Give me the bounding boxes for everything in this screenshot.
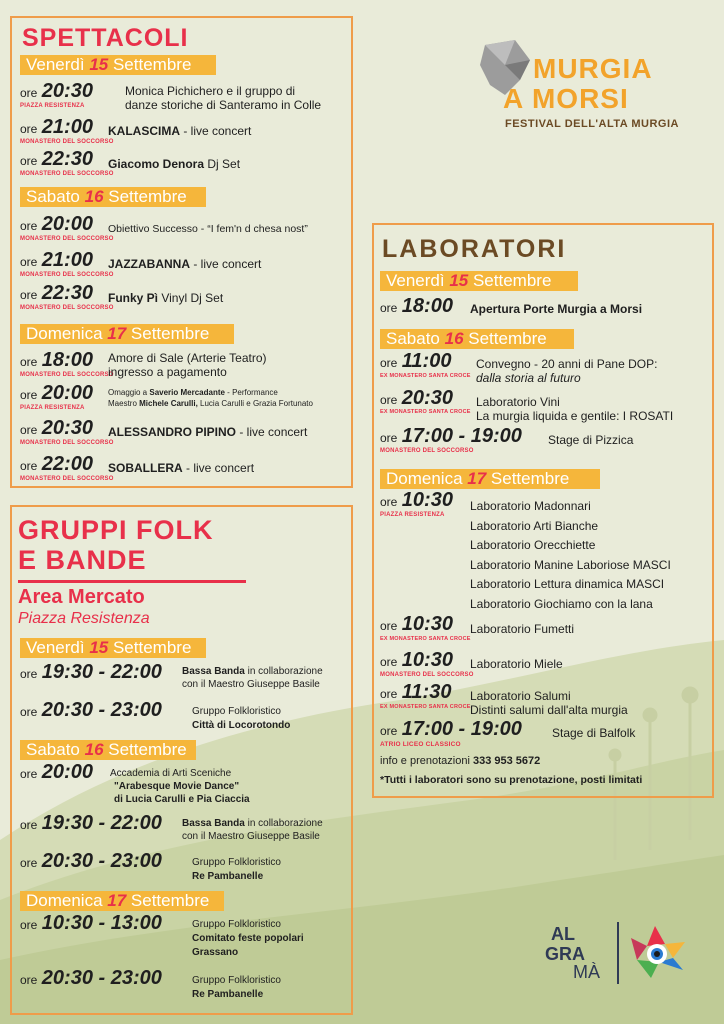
event-venue: MONASTERO DEL SOCCORSO: [20, 440, 114, 446]
event-row: [380, 489, 453, 512]
lab-item: Laboratorio Arti Bianche: [470, 518, 599, 533]
event-time: 22:00: [41, 453, 93, 475]
description-line: - live concert: [180, 124, 252, 138]
ore-label: ore: [20, 86, 38, 100]
description-line: - live concert: [190, 257, 262, 271]
day-header-sunday: [20, 891, 224, 911]
event-description: [470, 689, 628, 717]
logo-title-line1: MURGIA: [533, 53, 653, 84]
ore-label: ore: [20, 355, 38, 369]
day-header-friday: [20, 55, 216, 75]
event-description: [125, 84, 321, 112]
day-month: Settembre: [463, 329, 547, 348]
event-description: [192, 918, 304, 960]
day-header-saturday: [380, 329, 574, 349]
text-span: Lucia Carulli e Grazia Fortunato: [197, 399, 313, 408]
event-description: [192, 974, 281, 1002]
ore-label: ore: [380, 655, 398, 669]
eye-flower-icon: [625, 922, 691, 984]
area-title: Area Mercato: [18, 586, 145, 608]
event-description: [108, 124, 251, 138]
event-time: 18:00: [401, 295, 453, 317]
description-line: con il Maestro Giuseppe Basile: [182, 679, 320, 690]
text-span: in collaborazione: [244, 666, 323, 677]
event-time: 22:30: [41, 148, 93, 170]
logo-subtitle: FESTIVAL DELL'ALTA MURGIA: [505, 118, 679, 130]
day-month: Settembre: [468, 271, 552, 290]
ore-label: ore: [20, 856, 38, 870]
event-description: [108, 291, 223, 305]
day-label: Domenica: [386, 469, 468, 488]
group-name: Città di Locorotondo: [192, 720, 291, 731]
ore-label: ore: [20, 255, 38, 269]
day-month: Settembre: [108, 638, 192, 657]
day-month: Settembre: [108, 55, 192, 74]
show-title: "Arabesque Movie Dance": [114, 781, 240, 792]
day-label: Venerdì: [26, 55, 90, 74]
day-label: Domenica: [26, 891, 108, 910]
event-description: [108, 157, 240, 171]
event-venue: MONASTERO DEL SOCCORSO: [20, 476, 114, 482]
day-month: Settembre: [103, 187, 187, 206]
day-label: Domenica: [26, 324, 108, 343]
lab-list: [470, 497, 671, 614]
event-description: [108, 387, 313, 409]
event-time: 20:00: [41, 761, 93, 783]
event-time: 11:30: [401, 681, 452, 703]
day-number: 17: [467, 469, 487, 488]
description-line: di Lucia Carulli e Pia Ciaccia: [114, 794, 250, 805]
event-description: [476, 395, 673, 423]
event-time: 17:00 - 19:00: [401, 718, 522, 740]
lab-item: Laboratorio Manine Laboriose MASCI: [470, 557, 671, 572]
event-venue: MONASTERO DEL SOCCORSO: [380, 672, 474, 678]
event-venue: PIAZZA RESISTENZA: [20, 405, 85, 411]
event-description: [182, 817, 323, 843]
event-description: [192, 856, 281, 884]
performer-name: Giacomo Denora: [108, 157, 205, 171]
day-header-sunday: [380, 469, 600, 489]
event-row: [380, 681, 451, 704]
ore-label: ore: [380, 356, 398, 370]
day-number: 16: [84, 187, 104, 206]
gruppi-title-line1: GRUPPI FOLK: [18, 515, 214, 545]
event-time: 10:30: [401, 613, 453, 635]
event-time: 17:00 - 19:00: [401, 425, 522, 447]
ore-label: ore: [380, 393, 398, 407]
event-venue: MONASTERO DEL SOCCORSO: [20, 139, 114, 145]
event-time: 10:30: [401, 489, 453, 511]
event-row: [20, 80, 93, 103]
day-label: Sabato: [26, 740, 85, 759]
description-line: danze storiche di Santeramo in Colle: [125, 98, 322, 112]
event-venue: EX MONASTERO SANTA CROCE: [380, 636, 471, 642]
event-venue: MONASTERO DEL SOCCORSO: [20, 305, 114, 311]
description-line: Gruppo Folkloristico: [192, 975, 281, 986]
event-row: [380, 387, 453, 410]
day-header-friday: [20, 638, 206, 658]
ore-label: ore: [20, 423, 38, 437]
description-line: [108, 387, 313, 398]
ore-label: ore: [20, 767, 38, 781]
day-number: 15: [449, 271, 469, 290]
description-line: Distinti salumi dall'alta murgia: [470, 703, 628, 717]
logo-title-line2: A MORSI: [503, 83, 629, 114]
event-description: [182, 665, 323, 691]
performer-name: KALASCIMA: [108, 124, 180, 138]
day-label: Venerdì: [26, 638, 90, 657]
day-number: 15: [89, 638, 109, 657]
event-row: [380, 350, 451, 373]
event-time: 10:30: [401, 649, 453, 671]
ore-label: ore: [20, 122, 38, 136]
sponsor-text-line1: AL: [551, 924, 575, 944]
area-place: Piazza Resistenza: [18, 610, 150, 627]
event-venue: MONASTERO DEL SOCCORSO: [20, 272, 114, 278]
lab-item: Laboratorio Lettura dinamica MASCI: [470, 577, 665, 591]
event-venue: EX MONASTERO SANTA CROCE: [380, 704, 471, 710]
event-time: 19:30 - 22:00: [41, 661, 162, 683]
day-label: Sabato: [26, 187, 85, 206]
event-row: [20, 116, 93, 139]
event-time: 10:30 - 13:00: [41, 912, 162, 934]
event-row: [20, 349, 93, 372]
day-month: Settembre: [103, 740, 187, 759]
day-number: 17: [107, 891, 127, 910]
day-month: Settembre: [126, 324, 210, 343]
description-line: [108, 398, 313, 409]
event-time: 20:30 - 23:00: [41, 967, 162, 989]
event-description: Apertura Porte Murgia a Morsi: [470, 302, 643, 316]
day-month: Settembre: [486, 469, 570, 488]
event-row: [20, 912, 162, 935]
event-row: [20, 661, 162, 684]
gruppi-panel: [10, 505, 353, 1015]
sponsor-text-line3: MÀ: [573, 962, 600, 982]
event-row: [20, 213, 93, 236]
event-description: [192, 705, 290, 733]
event-time: 19:30 - 22:00: [41, 812, 162, 834]
event-row: [20, 967, 162, 990]
ore-label: ore: [380, 687, 398, 701]
group-name: Re Pambanelle: [192, 989, 264, 1000]
event-time: 22:30: [41, 282, 93, 304]
description-line: - live concert: [236, 425, 308, 439]
performer-name: JAZZABANNA: [108, 257, 190, 271]
ore-label: ore: [20, 154, 38, 168]
event-row: [380, 649, 453, 672]
ore-label: ore: [20, 388, 38, 402]
event-row: [20, 417, 93, 440]
description-line: con il Maestro Giuseppe Basile: [182, 831, 320, 842]
performer-name: Bassa Banda: [182, 666, 245, 677]
event-venue: MONASTERO DEL SOCCORSO: [380, 448, 474, 454]
event-venue: PIAZZA RESISTENZA: [380, 512, 445, 518]
day-header-friday: [380, 271, 578, 291]
text-span: - Performance: [224, 388, 278, 397]
group-name: Grassano: [192, 947, 239, 958]
event-description: [110, 767, 250, 806]
text-span: Omaggio a: [108, 388, 150, 397]
ore-label: ore: [20, 459, 38, 473]
booking-note: *Tutti i laboratori sono su prenotazione, posti limitati: [380, 774, 643, 786]
title-underline: [18, 580, 246, 583]
logo-divider: [617, 922, 619, 984]
day-number: 16: [84, 740, 104, 759]
description-line: dalla storia al futuro: [476, 371, 581, 385]
performer-name: Bassa Banda: [182, 818, 245, 829]
event-description: [108, 425, 307, 439]
description-line: Accademia di Arti Sceniche: [110, 768, 232, 779]
event-venue: PIAZZA RESISTENZA: [20, 103, 85, 109]
lab-item: Laboratorio Madonnari: [470, 499, 591, 513]
event-venue: MONASTERO DEL SOCCORSO: [20, 372, 114, 378]
description-line: Gruppo Folkloristico: [192, 857, 281, 868]
lab-item: Laboratorio Giochiamo con la lana: [470, 596, 653, 611]
day-month: Settembre: [126, 891, 210, 910]
event-row: [20, 282, 93, 305]
event-row: [380, 613, 453, 636]
text-span: Maestro: [108, 399, 140, 408]
ore-label: ore: [20, 973, 38, 987]
event-description: Stage di Pizzica: [548, 433, 634, 447]
event-row: [380, 295, 453, 318]
day-header-saturday: [20, 740, 196, 760]
laboratori-panel: [372, 223, 714, 798]
event-time: 21:00: [41, 116, 93, 138]
event-row: [20, 699, 162, 722]
info-phone[interactable]: 333 953 5672: [472, 755, 541, 767]
description-line: Vinyl Dj Set: [158, 291, 224, 305]
event-description: [476, 357, 657, 385]
event-description: [108, 351, 267, 379]
event-row: [20, 812, 162, 835]
day-label: Sabato: [386, 329, 445, 348]
group-name: Comitato feste popolari: [192, 933, 304, 944]
event-time: 21:00: [41, 249, 93, 271]
info-label: info e prenotazioni: [380, 755, 473, 767]
laboratori-title: LABORATORI: [382, 235, 567, 263]
ore-label: ore: [380, 724, 398, 738]
description-line: Amore di Sale (Arterie Teatro): [108, 351, 267, 365]
ore-label: ore: [20, 667, 38, 681]
description-line: Convegno - 20 anni di Pane DOP:: [476, 357, 658, 371]
event-description: Laboratorio Fumetti: [470, 622, 575, 636]
event-row: [20, 850, 162, 873]
lab-item: Laboratorio Orecchiette: [470, 538, 596, 552]
performer-name: SOBALLERA: [108, 461, 183, 475]
event-description: Laboratorio Miele: [470, 657, 563, 671]
day-label: Venerdì: [386, 271, 450, 290]
description-line: - live concert: [182, 461, 255, 475]
event-time: 20:30 - 23:00: [41, 699, 162, 721]
performer-name: Funky Pì: [108, 291, 159, 305]
ore-label: ore: [20, 219, 38, 233]
day-header-sunday: [20, 324, 234, 344]
event-venue: ATRIO LICEO CLASSICO: [380, 741, 461, 748]
event-time: 20:30: [401, 387, 453, 409]
sponsor-text-line2: GRA: [545, 944, 585, 964]
performer-name: Saverio Mercadante: [149, 388, 225, 397]
event-row: [20, 249, 93, 272]
event-time: 20:30: [41, 417, 93, 439]
event-time: 20:30 - 23:00: [41, 850, 162, 872]
event-venue: MONASTERO DEL SOCCORSO: [20, 171, 114, 177]
description-line: [182, 817, 323, 830]
event-description: Obiettivo Successo - “I fem'n d chesa nost”: [108, 223, 308, 235]
event-row: [20, 148, 93, 171]
spettacoli-title: SPETTACOLI: [22, 24, 189, 52]
description-line: [182, 665, 323, 678]
event-time: 18:00: [41, 349, 93, 371]
event-time: 20:30: [41, 80, 93, 102]
ore-label: ore: [20, 818, 38, 832]
event-venue: MONASTERO DEL SOCCORSO: [20, 236, 114, 242]
event-row: [20, 453, 93, 476]
event-description: [108, 257, 261, 271]
day-number: 15: [89, 55, 109, 74]
event-row: [20, 382, 93, 405]
description-line: Laboratorio Vini: [476, 395, 560, 409]
ore-label: ore: [380, 431, 398, 445]
event-row: [20, 761, 93, 784]
event-time: 20:00: [41, 382, 93, 404]
ore-label: ore: [380, 619, 398, 633]
day-number: 16: [444, 329, 464, 348]
description-line: La murgia liquida e gentile: I ROSATI: [476, 409, 674, 423]
day-number: 17: [107, 324, 127, 343]
group-name: Re Pambanelle: [192, 871, 264, 882]
day-header-saturday: [20, 187, 206, 207]
ore-label: ore: [20, 705, 38, 719]
event-time: 20:00: [41, 213, 93, 235]
event-venue: EX MONASTERO SANTA CROCE: [380, 409, 471, 415]
performer-name: Michele Carulli,: [139, 399, 198, 408]
description-line: Laboratorio Salumi: [470, 689, 571, 703]
event-row: [380, 718, 522, 741]
text-span: in collaborazione: [244, 818, 323, 829]
ore-label: ore: [380, 301, 398, 315]
ore-label: ore: [380, 495, 398, 509]
description-line: Gruppo Folkloristico: [192, 706, 281, 717]
ore-label: ore: [20, 288, 38, 302]
ore-label: ore: [20, 918, 38, 932]
event-description: Stage di Balfolk: [552, 726, 636, 740]
event-row: [380, 425, 522, 448]
event-description: [108, 461, 254, 475]
description-line: ingresso a pagamento: [108, 365, 227, 379]
festival-logo: [475, 35, 695, 135]
gruppi-title-line2: E BANDE: [18, 545, 147, 575]
event-time: 11:00: [401, 350, 452, 372]
description-line: Monica Pichichero e il gruppo di: [125, 84, 296, 98]
performer-name: ALESSANDRO PIPINO: [108, 425, 237, 439]
event-venue: EX MONASTERO SANTA CROCE: [380, 373, 471, 379]
algrama-logo: [545, 918, 695, 988]
description-line: Gruppo Folkloristico: [192, 919, 281, 930]
info-line: [380, 755, 540, 767]
description-line: Dj Set: [204, 157, 241, 171]
spettacoli-panel: [10, 16, 353, 488]
